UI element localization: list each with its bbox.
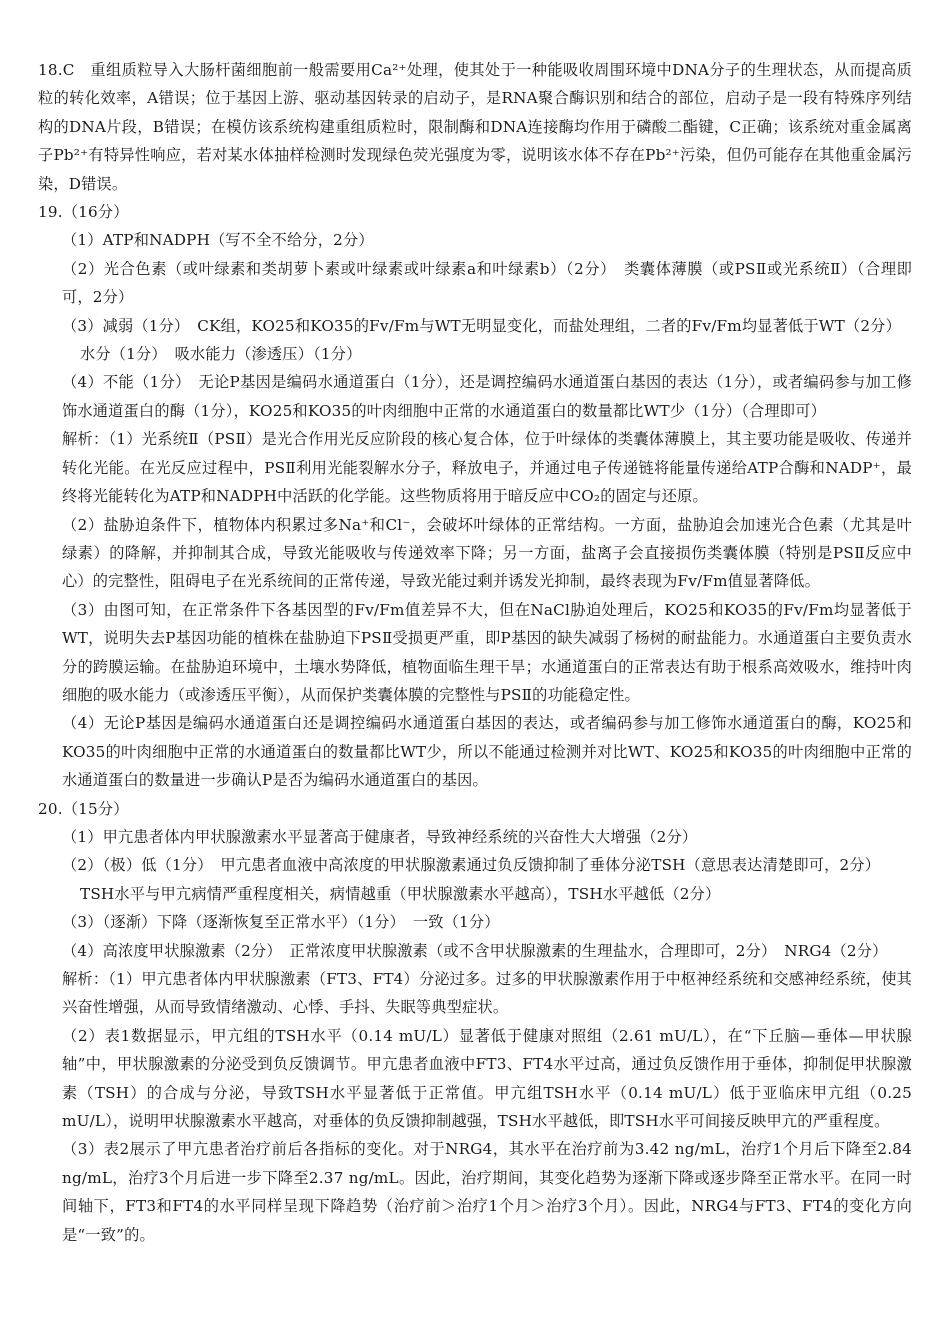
q19-answer-2: （2）光合色素（或叶绿素和类胡萝卜素或叶绿素或叶绿素a和叶绿素b）（2分） 类囊体薄膜（或PSⅡ或光系统Ⅱ）（合理即可，2分） — [62, 259, 912, 307]
q20-heading: 20.（15分） — [38, 799, 129, 818]
q19-answer-4: （4）不能（1分） 无论P基因是编码水通道蛋白（1分），还是调控编码水通道蛋白基因的表达（1分），或者编码参与加工修饰水通道蛋白的酶（1分），KO25和KO35的叶肉细胞中正常的水通道蛋白的数量都比WT少（1分）（合理即可） — [62, 373, 912, 420]
q20-answer-1: （1）甲亢患者体内甲状腺激素水平显著高于健康者，导致神经系统的兴奋性大大增强（2分） — [62, 827, 698, 846]
q20-explanation-2: （2）表1数据显示，甲亢组的TSH水平（0.14 mU/L）显著低于健康对照组（2.61 mU/L），在“下丘脑—垂体—甲状腺轴”中，甲状腺激素的分泌受到负反馈调节。甲亢患者血液中FT3、FT4水平过高，通过负反馈作用于垂体，抑制促甲状腺激素（TSH）的合成与分泌，导致TSH水平显著低于正常值。甲亢组TSH水平（0.14 mU/L）低于亚临床甲亢组（0.25 mU/L），说明甲状腺激素水平越高，对垂体的负反馈抑制越强，TSH水平越低，即TSH水平可间接反映甲亢的严重程度。 — [62, 1026, 912, 1131]
q19-explanation-2: （2）盐胁迫条件下，植物体内积累过多Na⁺和Cl⁻，会破坏叶绿体的正常结构。一方面，盐胁迫会加速光合色素（尤其是叶绿素）的降解，并抑制其合成，导致光能吸收与传递效率下降；另一方面，盐离子会直接损伤类囊体膜（特别是PSⅡ反应中心）的完整性，阻碍电子在光系统间的正常传递，导致光能过剩并诱发光抑制，最终表现为Fv/Fm值显著降低。 — [62, 515, 912, 591]
q20-answer-2: （2）（极）低（1分） 甲亢患者血液中高浓度的甲状腺激素通过负反馈抑制了垂体分泌TSH（意思表达清楚即可，2分） — [62, 856, 881, 875]
q19-heading: 19.（16分） — [38, 203, 129, 222]
q19-explanation-1: 解析：（1）光系统Ⅱ（PSⅡ）是光合作用光反应阶段的核心复合体，位于叶绿体的类囊体薄膜上，其主要功能是吸收、传递并转化光能。在光反应过程中，PSⅡ利用光能裂解水分子，释放电子，并通过电子传递链将能量传递给ATP合酶和NADP⁺，最终将光能转化为ATP和NADPH中活跃的化学能。这些物质将用于暗反应中CO₂的固定与还原。 — [62, 430, 912, 506]
q20-explanation-1: 解析：（1）甲亢患者体内甲状腺激素（FT3、FT4）分泌过多。过多的甲状腺激素作用于中枢神经系统和交感神经系统，使其兴奋性增强，从而导致情绪激动、心悸、手抖、失眠等典型症状。 — [62, 970, 912, 1017]
q19-explanation-4: （4）无论P基因是编码水通道蛋白还是调控编码水通道蛋白基因的表达，或者编码参与加工修饰水通道蛋白的酶，KO25和KO35的叶肉细胞中正常的水通道蛋白的数量都比WT少，所以不能通过检测并对比WT、KO25和KO35的叶肉细胞中正常的水通道蛋白的数量进一步确认P是否为编码水通道蛋白的基因。 — [62, 714, 912, 790]
q18-answer: 18.C 重组质粒导入大肠杆菌细胞前一般需要用Ca²⁺处理，使其处于一种能吸收周围环境中DNA分子的生理状态，从而提高质粒的转化效率，A错误；位于基因上游、驱动基因转录的启动子，是RNA聚合酶识别和结合的部位，启动子是一段有特殊序列结构的DNA片段，B错误；在模仿该系统构建重组质粒时，限制酶和DNA连接酶均作用于磷酸二酯键，C正确；该系统对重金属离子Pb²⁺有特异性响应，若对某水体抽样检测时发现绿色荧光强度为零，说明该水体不存在Pb²⁺污染，但仍可能存在其他重金属污染，D错误。 — [38, 61, 912, 193]
q19-answer-1: （1）ATP和NADPH（写不全不给分，2分） — [62, 231, 374, 250]
q19-explanation-3: （3）由图可知，在正常条件下各基因型的Fv/Fm值差异不大，但在NaCl胁迫处理后，KO25和KO35的Fv/Fm均显著低于WT，说明失去P基因功能的植株在盐胁迫下PSⅡ受损更严重，即P基因的缺失减弱了杨树的耐盐能力。水通道蛋白主要负责水分的跨膜运输。在盐胁迫环境中，土壤水势降低，植物面临生理干旱；水通道蛋白的正常表达有助于根系高效吸水，维持叶肉细胞的吸水能力（或渗透压平衡），从而保护类囊体膜的完整性与PSⅡ的功能稳定性。 — [62, 600, 912, 704]
q20-explanation-3: （3）表2展示了甲亢患者治疗前后各指标的变化。对于NRG4，其水平在治疗前为3.42 ng/mL，治疗1个月后下降至2.84 ng/mL，治疗3个月后进一步下降至2.37 ng/mL。因此，治疗期间，其变化趋势为逐渐下降或逐步降至正常水平。在同一时间轴下，FT3和FT4的水平同样呈现下降趋势（治疗前＞治疗1个月＞治疗3个月）。因此，NRG4与FT3、FT4的变化方向是“一致”的。 — [62, 1140, 912, 1244]
q20-answer-2-cont: TSH水平与甲亢病情严重程度相关，病情越重（甲状腺激素水平越高），TSH水平越低（2分） — [80, 884, 721, 903]
q19-answer-3-cont: 水分（1分） 吸水能力（渗透压）（1分） — [80, 345, 362, 364]
q19-answer-3: （3）减弱（1分） CK组，KO25和KO35的Fv/Fm与WT无明显变化，而盐处理组，二者的Fv/Fm均显著低于WT（2分） — [62, 316, 901, 335]
q20-answer-4: （4）高浓度甲状腺激素（2分） 正常浓度甲状腺激素（或不含甲状腺激素的生理盐水，合理即可，2分） NRG4（2分） — [62, 941, 888, 960]
q20-answer-3: （3）（逐渐）下降（逐渐恢复至正常水平）（1分） 一致（1分） — [62, 913, 500, 932]
